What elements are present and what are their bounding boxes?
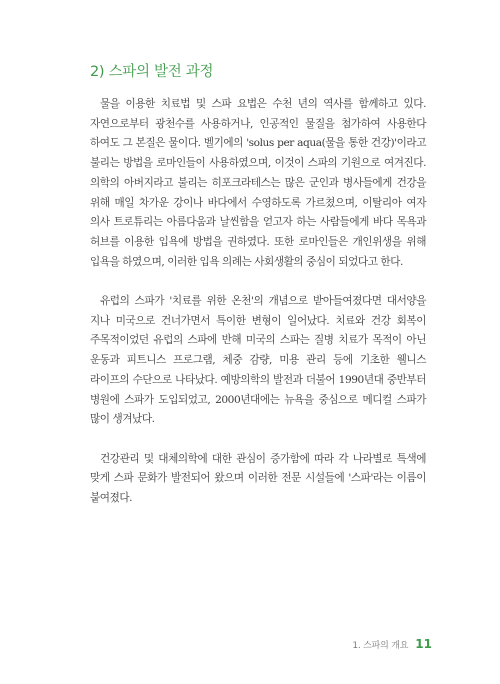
- body-text: [90, 95, 426, 509]
- paragraph-culture: 건강관리 및 대체의학에 대한 관심이 증가함에 따라 각 나라별로 특색에 맞게 스파 문화가 발전되어 왔으며 이러한 전문 시설들에 '스파'라는 이름이 붙여졌다.: [90, 452, 426, 505]
- page-footer: [352, 637, 432, 651]
- footer-chapter-title: 1. 스파의 개요: [352, 641, 409, 651]
- section-heading: 2) 스파의 발전 과정: [90, 64, 214, 80]
- page-number: 11: [415, 637, 432, 651]
- paragraph-europe-america: 유럽의 스파가 '치료를 위한 온천'의 개념으로 받아들여졌다면 대서양을 지나 미국으로 건너가면서 특이한 변형이 일어났다. 치료와 건강 회복이 주목적이었던 유럽의 스파에 반해 미국의 스파는 질병 치료가 목적이 아닌 운동과 피트니스 프로그램, 체중 감량, 미용 관리 등에 기초한 웰니스 라이프의 수단으로 나타났다. 예방의학의 발전과 더불어 1990년대 중반부터 병원에 스파가 도입되었고, 2000년대에는 뉴욕을 중심으로 메디컬 스파가 많이 생겨났다.: [90, 295, 426, 426]
- paragraph-history: 물을 이용한 치료법 및 스파 요법은 수천 년의 역사를 함께하고 있다. 자연으로부터 광천수를 사용하거나, 인공적인 물질을 첨가하여 사용한다 하여도 그 본질은 물이다. 벨기에의 'solus per aqua(물을 통한 건강)'이라고 불리는 방법을 로마인들이 사용하였으며, 이것이 스파의 기원으로 여겨진다. 의학의 아버지라고 불리는 히포크라테스는 많은 군인과 병사들에게 건강을 위해 매일 차가운 강이나 바다에서 수영하도록 가르쳤으며, 이탈리아 여자 의사 트로튜리는 아름다움과 날씬함을 얻고자 하는 사람들에게 바다 목욕과 허브를 이용한 입욕에 방법을 권하였다. 또한 로마인들은 개인위생을 위해 입욕을 하였으며, 이러한 입욕 의례는 사회생활의 중심이 되었다고 한다.: [90, 98, 426, 268]
